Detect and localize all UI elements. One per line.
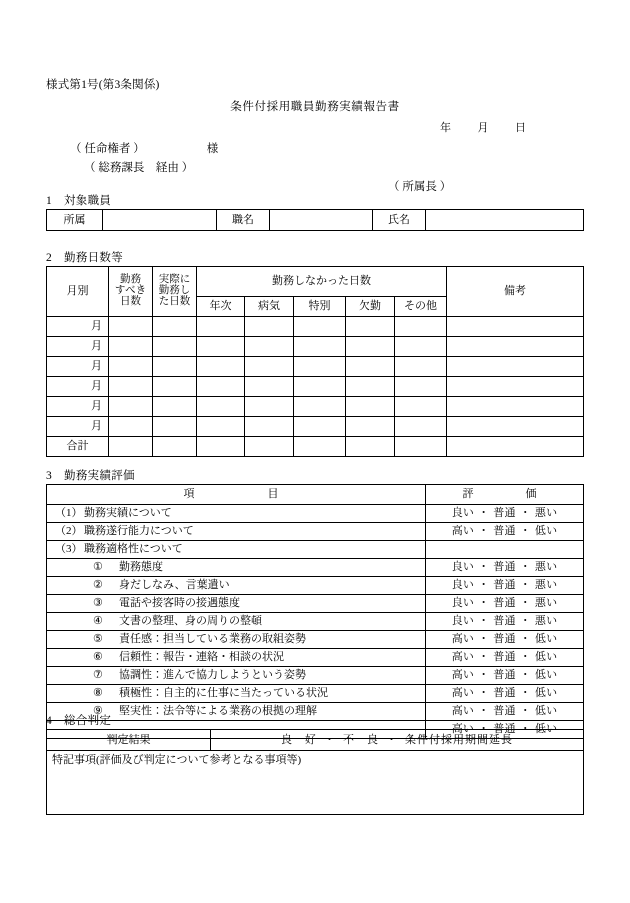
rating-options[interactable] — [426, 667, 584, 685]
evaluation-row — [47, 613, 584, 631]
rating-option-mid[interactable]: 普通 — [493, 615, 516, 628]
rating-option-low[interactable]: 悪い — [534, 597, 558, 610]
rating-options[interactable] — [426, 649, 584, 667]
rating-separator: ・ — [478, 633, 490, 646]
evaluation-item-label — [47, 523, 426, 541]
should-work-cell[interactable] — [109, 317, 153, 337]
evaluation-item-label — [47, 505, 426, 523]
item-text: 積極性：自主的に仕事に当たっている状況 — [119, 687, 328, 700]
rating-option-low[interactable]: 低い — [534, 705, 558, 718]
work-days-table — [46, 266, 584, 457]
sick-leave-cell[interactable] — [245, 377, 294, 397]
evaluation-row — [47, 631, 584, 649]
should-work-cell[interactable] — [109, 397, 153, 417]
rating-separator: ・ — [519, 651, 531, 664]
evaluation-row — [47, 703, 584, 721]
judgement-separator: ・ — [386, 733, 398, 746]
absence-cell[interactable] — [346, 317, 395, 337]
item-text: 身だしなみ、言葉遣い — [119, 579, 230, 592]
section2-number: 2 — [46, 252, 53, 264]
section1-heading — [46, 192, 111, 208]
rating-option-mid[interactable]: 普通 — [493, 561, 516, 574]
special-leave-cell[interactable] — [294, 377, 346, 397]
rating-options-empty — [426, 541, 584, 559]
month-label[interactable]: 月 — [47, 337, 109, 357]
rating-option-low[interactable]: 悪い — [534, 615, 558, 628]
rating-separator: ・ — [478, 687, 490, 700]
rating-separator: ・ — [519, 561, 531, 574]
evaluation-row — [47, 595, 584, 613]
evaluation-item-label — [47, 685, 426, 703]
rating-option-high[interactable]: 良い — [451, 597, 475, 610]
other-leave-header: その他 — [395, 297, 447, 317]
rating-options[interactable] — [426, 613, 584, 631]
judgement-option-bad[interactable]: 不 良 — [343, 733, 379, 746]
absence-cell[interactable] — [346, 377, 395, 397]
rating-separator: ・ — [519, 705, 531, 718]
table-row — [47, 337, 584, 357]
judgement-separator: ・ — [324, 733, 336, 746]
rating-option-high[interactable]: 良い — [451, 561, 475, 574]
evaluation-item-label — [47, 613, 426, 631]
remarks-header: 備考 — [447, 267, 584, 317]
rating-separator: ・ — [519, 723, 531, 736]
total-label: 合計 — [47, 437, 109, 457]
annual-leave-cell[interactable] — [197, 377, 245, 397]
actual-work-days-header — [153, 267, 197, 317]
month-header: 月別 — [47, 267, 109, 317]
item-index: （3） — [55, 543, 83, 556]
rating-separator: ・ — [478, 615, 490, 628]
total-remarks-cell[interactable] — [447, 437, 584, 457]
remarks-cell[interactable] — [447, 397, 584, 417]
name-value[interactable] — [426, 210, 584, 231]
table-header-row — [47, 485, 584, 505]
month-label[interactable]: 月 — [47, 317, 109, 337]
special-leave-cell[interactable] — [294, 337, 346, 357]
rating-separator: ・ — [519, 507, 531, 520]
evaluation-item-label — [47, 541, 426, 559]
rating-option-low[interactable]: 低い — [534, 633, 558, 646]
section4-title: 総合判定 — [64, 715, 112, 727]
department-value[interactable] — [103, 210, 217, 231]
rating-separator: ・ — [478, 579, 490, 592]
total-annual-leave-cell[interactable] — [197, 437, 245, 457]
rating-separator: ・ — [478, 597, 490, 610]
position-label: 職名 — [217, 210, 270, 231]
absence-cell[interactable] — [346, 417, 395, 437]
rating-option-mid[interactable]: 普通 — [493, 507, 516, 520]
section4-number: 4 — [46, 715, 53, 727]
rating-separator: ・ — [478, 525, 490, 538]
other-leave-cell[interactable] — [395, 357, 447, 377]
rating-options[interactable] — [426, 523, 584, 541]
month-label[interactable]: 月 — [47, 397, 109, 417]
other-leave-cell[interactable] — [395, 317, 447, 337]
item-text: 勤務態度 — [119, 561, 163, 574]
actual-work-cell[interactable] — [153, 377, 197, 397]
rating-option-mid[interactable]: 普通 — [493, 579, 516, 592]
evaluation-row — [47, 667, 584, 685]
table-row — [47, 417, 584, 437]
rating-separator: ・ — [478, 723, 490, 736]
special-notes-field[interactable] — [47, 751, 584, 815]
date-day-label: 日 — [515, 122, 527, 134]
rating-option-low[interactable]: 悪い — [534, 579, 558, 592]
total-should-work-cell[interactable] — [109, 437, 153, 457]
rating-separator: ・ — [478, 507, 490, 520]
item-index: （2） — [55, 525, 83, 538]
sick-leave-cell[interactable] — [245, 317, 294, 337]
rating-separator: ・ — [519, 525, 531, 538]
table-row — [47, 397, 584, 417]
rating-option-high[interactable]: 高い — [451, 633, 475, 646]
month-label[interactable]: 月 — [47, 417, 109, 437]
date-line — [440, 119, 527, 135]
evaluation-row — [47, 685, 584, 703]
remarks-cell[interactable] — [447, 317, 584, 337]
rating-options[interactable] — [426, 631, 584, 649]
actual-work-cell[interactable] — [153, 317, 197, 337]
rating-options[interactable] — [426, 685, 584, 703]
special-leave-header: 特別 — [294, 297, 346, 317]
rating-options[interactable] — [426, 559, 584, 577]
rating-option-low[interactable]: 低い — [534, 723, 558, 736]
total-special-leave-cell[interactable] — [294, 437, 346, 457]
judgement-options[interactable] — [211, 730, 584, 751]
rating-option-mid[interactable]: 普通 — [493, 687, 516, 700]
rating-option-low[interactable]: 低い — [534, 669, 558, 682]
rating-option-mid[interactable]: 普通 — [493, 723, 516, 736]
table-total-row — [47, 437, 584, 457]
rating-option-mid[interactable]: 普通 — [493, 705, 516, 718]
item-index: ② — [93, 579, 103, 592]
rating-option-high[interactable]: 高い — [451, 525, 475, 538]
evaluation-item-label — [47, 595, 426, 613]
rating-option-mid[interactable]: 普通 — [493, 525, 516, 538]
item-index: ⑨ — [93, 705, 103, 718]
performance-evaluation-table — [46, 484, 584, 739]
absence-header: 欠勤 — [346, 297, 395, 317]
remarks-cell[interactable] — [447, 377, 584, 397]
rating-separator: ・ — [519, 633, 531, 646]
department-label: 所属 — [47, 210, 103, 231]
position-value[interactable] — [270, 210, 373, 231]
rating-separator: ・ — [478, 561, 490, 574]
rating-option-low[interactable]: 悪い — [534, 507, 558, 520]
table-row — [47, 377, 584, 397]
addressee-honorific: 様 — [206, 143, 219, 155]
special-leave-cell[interactable] — [294, 417, 346, 437]
item-text: 文書の整理、身の周りの整頓 — [119, 615, 262, 628]
rating-option-high[interactable]: 高い — [451, 705, 475, 718]
remarks-cell[interactable] — [447, 357, 584, 377]
total-absence-cell[interactable] — [346, 437, 395, 457]
special-leave-cell[interactable] — [294, 397, 346, 417]
date-month-label: 月 — [477, 122, 489, 134]
name-label: 氏名 — [373, 210, 426, 231]
special-notes-label: 特記事項(評価及び判定について参考となる事項等) — [52, 754, 302, 766]
item-column-header: 項 目 — [47, 485, 426, 505]
item-index: ⑧ — [93, 687, 103, 700]
remarks-cell[interactable] — [447, 417, 584, 437]
rating-separator: ・ — [519, 669, 531, 682]
overall-judgement-table — [46, 729, 584, 815]
month-label[interactable]: 月 — [47, 377, 109, 397]
rating-options[interactable] — [426, 505, 584, 523]
table-row — [47, 357, 584, 377]
table-header-row — [47, 267, 584, 297]
annual-leave-cell[interactable] — [197, 317, 245, 337]
rating-option-low[interactable]: 低い — [534, 687, 558, 700]
table-row — [47, 751, 584, 815]
evaluation-row — [47, 649, 584, 667]
annual-leave-cell[interactable] — [197, 357, 245, 377]
rating-options[interactable] — [426, 577, 584, 595]
section1-number: 1 — [46, 195, 53, 207]
evaluation-row — [47, 505, 584, 523]
item-text: 勤務実績について — [84, 507, 172, 520]
actual-line2: 勤務し — [158, 285, 191, 297]
evaluation-row — [47, 559, 584, 577]
evaluation-item-label — [47, 559, 426, 577]
actual-work-cell[interactable] — [153, 417, 197, 437]
evaluation-item-label — [47, 631, 426, 649]
item-index: ⑦ — [93, 669, 103, 682]
rating-option-mid[interactable]: 普通 — [493, 651, 516, 664]
item-text: 職務遂行能力について — [84, 525, 194, 538]
special-leave-cell[interactable] — [294, 317, 346, 337]
sick-leave-header: 病気 — [245, 297, 294, 317]
item-text: 協調性：進んで協力しようという姿勢 — [119, 669, 306, 682]
rating-option-high[interactable]: 高い — [451, 687, 475, 700]
section3-number: 3 — [46, 470, 53, 482]
document-title: 条件付採用職員勤務実績報告書 — [230, 101, 400, 113]
item-index: ④ — [93, 615, 103, 628]
sick-leave-cell[interactable] — [245, 337, 294, 357]
rating-option-high[interactable]: 高い — [451, 669, 475, 682]
item-text: 職務適格性について — [84, 543, 183, 556]
actual-work-cell[interactable] — [153, 357, 197, 377]
rating-separator: ・ — [478, 669, 490, 682]
other-leave-cell[interactable] — [395, 377, 447, 397]
rating-column-header: 評 価 — [426, 485, 584, 505]
evaluation-item-label — [47, 649, 426, 667]
rating-options[interactable] — [426, 595, 584, 613]
absence-cell[interactable] — [346, 337, 395, 357]
section2-heading — [46, 249, 123, 265]
rating-option-mid[interactable]: 普通 — [493, 669, 516, 682]
item-text: 信頼性：報告・連絡・相談の状況 — [119, 651, 284, 664]
should-work-line1: 勤務 — [120, 274, 141, 286]
should-work-cell[interactable] — [109, 337, 153, 357]
rating-option-high[interactable]: 高い — [451, 651, 475, 664]
rating-separator: ・ — [519, 579, 531, 592]
rating-option-mid[interactable]: 普通 — [493, 597, 516, 610]
should-work-cell[interactable] — [109, 417, 153, 437]
annual-leave-cell[interactable] — [197, 397, 245, 417]
total-sick-leave-cell[interactable] — [245, 437, 294, 457]
sick-leave-cell[interactable] — [245, 417, 294, 437]
should-work-cell[interactable] — [109, 357, 153, 377]
item-index: ① — [93, 561, 103, 574]
annual-leave-cell[interactable] — [197, 337, 245, 357]
actual-line3: た日数 — [158, 295, 191, 307]
via-line: （ 総務課長 経由 ） — [84, 162, 194, 174]
form-number: 様式第1号(第3条関係) — [46, 79, 160, 91]
rating-option-high[interactable]: 良い — [451, 579, 475, 592]
target-staff-table — [46, 209, 584, 231]
should-work-line2: すべき — [114, 285, 147, 297]
item-index: ⑤ — [93, 633, 103, 646]
judgement-option-good[interactable]: 良 好 — [281, 733, 317, 746]
rating-option-low[interactable]: 低い — [534, 651, 558, 664]
addressee-label: （ 任命権者 ） — [70, 143, 145, 155]
rating-option-low[interactable]: 悪い — [534, 561, 558, 574]
annual-leave-cell[interactable] — [197, 417, 245, 437]
table-row — [47, 210, 584, 231]
sick-leave-cell[interactable] — [245, 397, 294, 417]
rating-options[interactable] — [426, 703, 584, 721]
evaluation-row — [47, 523, 584, 541]
rating-option-mid[interactable]: 普通 — [493, 633, 516, 646]
item-text: 電話や接客時の接遇態度 — [119, 597, 240, 610]
table-row — [47, 730, 584, 751]
should-work-line3: 日数 — [120, 295, 141, 307]
rating-option-high[interactable]: 良い — [451, 615, 475, 628]
issuer-line: （ 所属長 ） — [388, 181, 452, 193]
sick-leave-cell[interactable] — [245, 357, 294, 377]
section3-heading — [46, 467, 135, 483]
judgement-result-label: 判定結果 — [47, 730, 211, 751]
total-actual-work-cell[interactable] — [153, 437, 197, 457]
rating-option-low[interactable]: 低い — [534, 525, 558, 538]
rating-separator: ・ — [519, 597, 531, 610]
section2-title: 勤務日数等 — [64, 252, 123, 264]
evaluation-item-label — [47, 667, 426, 685]
actual-work-cell[interactable] — [153, 397, 197, 417]
should-work-days-header — [109, 267, 153, 317]
rating-separator: ・ — [478, 705, 490, 718]
table-row — [47, 317, 584, 337]
evaluation-row — [47, 541, 584, 559]
rating-separator: ・ — [519, 615, 531, 628]
other-leave-cell[interactable] — [395, 337, 447, 357]
should-work-cell[interactable] — [109, 377, 153, 397]
item-index: ③ — [93, 597, 103, 610]
item-index: ⑥ — [93, 651, 103, 664]
absence-cell[interactable] — [346, 397, 395, 417]
section4-heading — [46, 712, 111, 728]
rating-option-high[interactable]: 良い — [451, 507, 475, 520]
other-leave-cell[interactable] — [395, 397, 447, 417]
judgement-option-extend[interactable]: 条件付採用期間延長 — [405, 733, 513, 746]
actual-work-cell[interactable] — [153, 337, 197, 357]
section1-title: 対象職員 — [64, 195, 112, 207]
section3-title: 勤務実績評価 — [64, 470, 135, 482]
month-label[interactable]: 月 — [47, 357, 109, 377]
rating-separator: ・ — [519, 687, 531, 700]
rating-separator: ・ — [478, 651, 490, 664]
actual-line1: 実際に — [158, 274, 191, 286]
rating-option-high[interactable]: 高い — [451, 723, 475, 736]
addressee-line — [70, 140, 218, 156]
item-text: 堅実性：法令等による業務の根拠の理解 — [119, 705, 317, 718]
item-text: 責任感：担当している業務の取組姿勢 — [119, 633, 306, 646]
annual-leave-header: 年次 — [197, 297, 245, 317]
other-leave-cell[interactable] — [395, 417, 447, 437]
date-year-label: 年 — [440, 122, 452, 134]
absent-days-group-header: 勤務しなかった日数 — [197, 267, 447, 297]
special-leave-cell[interactable] — [294, 357, 346, 377]
remarks-cell[interactable] — [447, 337, 584, 357]
evaluation-row — [47, 577, 584, 595]
evaluation-item-label — [47, 577, 426, 595]
total-other-leave-cell[interactable] — [395, 437, 447, 457]
item-index: （1） — [55, 507, 83, 520]
absence-cell[interactable] — [346, 357, 395, 377]
